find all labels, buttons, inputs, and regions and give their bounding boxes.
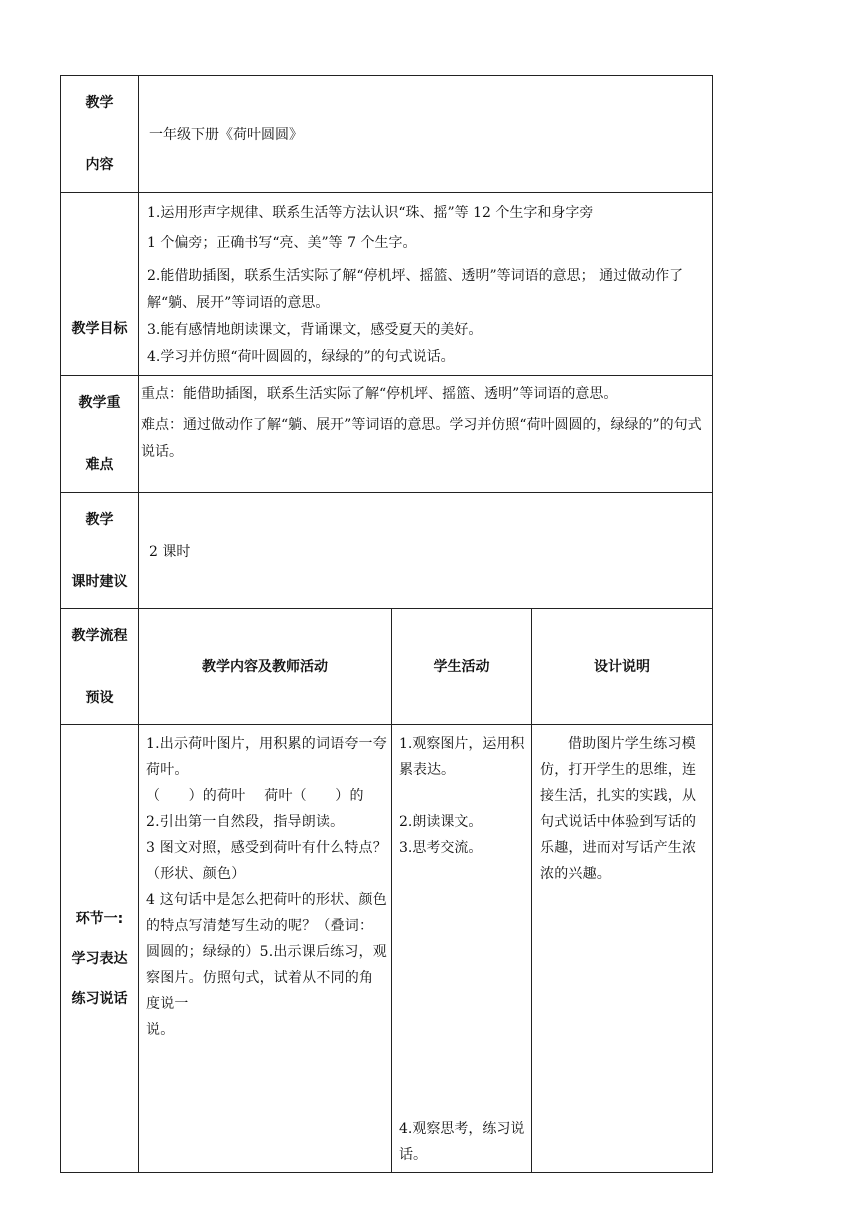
row-teaching-content [61,76,713,193]
goal-line: 3.能有感情地朗读课文，背诵课文，感受夏天的美好。 [147,322,483,338]
label-flow-preset [61,609,139,725]
class-hours-value-cell [139,493,713,609]
label-class-hours [61,493,139,609]
column-header-student-activity: 学生活动 [392,609,532,725]
row-class-hours [61,493,713,609]
student-activity-line: 3.思考交流。 [399,840,483,856]
goal-line: 2.能借助插图，联系生活实际了解“停机坪、摇篮、透明”等词语的意思； 通过做动作了解“躺、展开”等词语的意思。 [147,268,684,311]
key-point-line: 难点：通过做动作了解“躺、展开”等词语的意思。学习并仿照“荷叶圆圆的，绿绿的”的句式说话。 [141,417,702,460]
label-stage-one [61,725,139,1173]
label-line: 练习说话 [71,990,128,1007]
label-line: 教学 [85,95,114,111]
goal-line: 1.运用形声字规律、联系生活等方法认识“珠、摇”等 12 个生字和身字旁 [147,205,594,221]
goal-line: 1 个偏旁；正确书写“亮、美”等 7 个生字。 [147,235,417,251]
goal-line: 4.学习并仿照“荷叶圆圆的，绿绿的”的句式说话。 [147,349,455,365]
row-key-points [61,376,713,493]
teacher-activity-line: 4 这句话中是怎么把荷叶的形状、颜色的特点写清楚写生动的呢？（叠词：圆圆的；绿绿的）5.出示课后练习，观察图片。仿照句式，试着从不同的角度说一 [146,892,387,1012]
label-line: 预设 [85,689,114,706]
student-activity-cell [392,725,532,1173]
label-line: 教学流程 [71,627,128,644]
row-stage-one [61,725,713,1173]
row-teaching-goals [61,193,713,376]
label-line: 难点 [85,457,114,473]
label-teaching-content [61,76,139,193]
teaching-content-value: 一年级下册《荷叶圆圆》 [149,127,303,143]
label-line: 学习表达 [71,950,128,967]
teacher-activity-line: 2.引出第一自然段，指导朗读。 [146,814,345,830]
lesson-plan-table [60,75,713,1173]
student-activity-line: 4.观察思考，练习说话。 [399,1121,525,1163]
teacher-activity-line: 3 图文对照，感受到荷叶有什么特点？（形状、颜色） [146,840,387,882]
label-line: 教学目标 [71,321,128,337]
teacher-activity-line: （ ）的荷叶 荷叶（ ）的 [146,788,364,804]
row-flow-header [61,609,713,725]
teacher-activity-line: 说。 [146,1022,175,1038]
key-point-line: 重点：能借助插图，联系生活实际了解“停机坪、摇篮、透明”等词语的意思。 [141,386,618,402]
teacher-activity-line: 1.出示荷叶图片，用积累的词语夸一夸荷叶。 [146,736,387,778]
label-line: 课时建议 [71,573,128,590]
design-notes-cell [532,725,713,1173]
teacher-activity-cell [139,725,392,1173]
column-header-design-notes: 设计说明 [532,609,713,725]
label-line: 环节一: [75,910,124,927]
label-line: 教学重 [78,395,121,411]
class-hours-value: 2 课时 [149,543,191,560]
teaching-goals-cell [139,193,713,376]
label-line: 内容 [85,157,114,173]
label-key-points [61,376,139,493]
student-activity-line: 2.朗读课文。 [399,814,483,830]
lesson-plan-document [60,75,712,1165]
label-teaching-goals [61,193,139,376]
student-activity-line: 1.观察图片，运用积累表达。 [399,736,525,778]
key-points-cell [139,376,713,493]
label-line: 教学 [85,511,114,528]
teaching-content-value-cell [139,76,713,193]
column-header-teacher-activity: 教学内容及教师活动 [139,609,392,725]
design-note-text: 借助图片学生练习模仿，打开学生的思维，连接生活，扎实的实践，从句式说话中体验到写话的乐趣，进而对写话产生浓浓的兴趣。 [540,736,697,882]
